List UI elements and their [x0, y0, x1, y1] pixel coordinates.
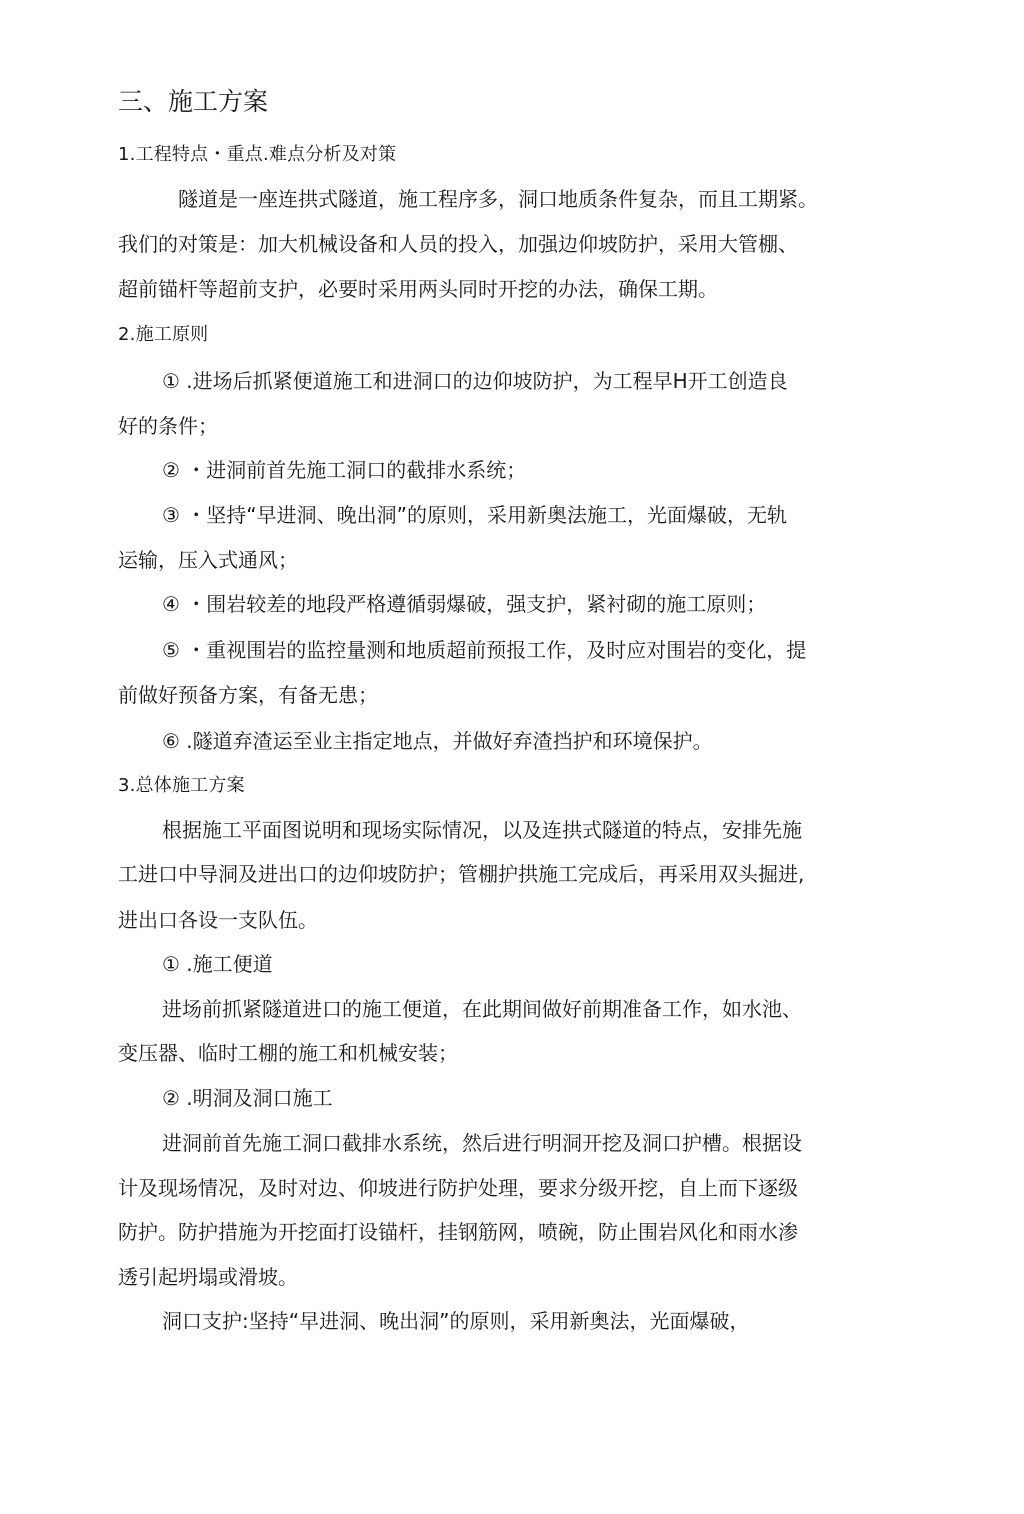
paragraph-line: 运输，压入式通风； — [118, 548, 298, 572]
paragraph-line: 隧道是一座连拱式隧道，施工程序多，洞口地质条件复杂，而且工期紧。 — [178, 187, 818, 211]
paragraph-line: 防护。防护措施为开挖面打设锚杆，挂钢筋网，喷碗，防止围岩风化和雨水渗 — [118, 1220, 798, 1244]
paragraph-line: 进场前抓紧隧道进口的施工便道，在此期间做好前期准备工作，如水池、 — [162, 997, 802, 1021]
paragraph-line: 进洞前首先施工洞口截排水系统，然后进行明洞开挖及洞口护槽。根据设 — [162, 1131, 802, 1155]
heading-1: 1.工程特点・重点.难点分析及对策 — [118, 144, 397, 165]
heading-2: 2.施工原则 — [118, 324, 209, 345]
paragraph-line: 进出口各设一支队伍。 — [118, 908, 318, 932]
list-item: ③ ・坚持“早进洞、晚出洞”的原则，采用新奥法施工，光面爆破，无轨 — [162, 503, 788, 527]
section-title: 三、施工方案 — [118, 87, 269, 116]
paragraph-line: 超前锚杆等超前支护，必要时采用两头同时开挖的办法，确保工期。 — [118, 277, 718, 301]
list-item: ① .进场后抓紧便道施工和进洞口的边仰坡防护，为工程早H开工创造良 — [162, 369, 788, 393]
list-item: ④ ・围岩较差的地段严格遵循弱爆破，强支护，紧衬砌的施工原则； — [162, 592, 767, 616]
list-item: ① .施工便道 — [162, 952, 273, 976]
paragraph-line: 计及现场情况，及时对边、仰坡进行防护处理，要求分级开挖，自上而下逐级 — [118, 1176, 798, 1200]
paragraph-line: 洞口支护:坚持“早进洞、晚出洞”的原则，采用新奥法，光面爆破， — [162, 1309, 750, 1333]
list-item: ② ・进洞前首先施工洞口的截排水系统； — [162, 458, 527, 482]
heading-3: 3.总体施工方案 — [118, 775, 245, 796]
list-item: ② .明洞及洞口施工 — [162, 1086, 333, 1110]
list-item: ⑤ ・重视围岩的监控量测和地质超前预报工作，及时应对围岩的变化，提 — [162, 638, 807, 662]
paragraph-line: 透引起坍塌或滑坡。 — [118, 1265, 298, 1289]
paragraph-line: 根据施工平面图说明和现场实际情况，以及连拱式隧道的特点，安排先施 — [162, 818, 802, 842]
paragraph-line: 工进口中导洞及进出口的边仰坡防护；管棚护拱施工完成后，再采用双头掘进, — [118, 862, 805, 886]
paragraph-line: 变压器、临时工棚的施工和机械安装； — [118, 1041, 458, 1065]
paragraph-line: 好的条件； — [118, 414, 218, 438]
paragraph-line: 前做好预备方案，有备无患； — [118, 683, 378, 707]
list-item: ⑥ .隧道弃渣运至业主指定地点，并做好弃渣挡护和环境保护。 — [162, 729, 713, 753]
paragraph-line: 我们的对策是：加大机械设备和人员的投入，加强边仰坡防护，采用大管棚、 — [118, 232, 798, 256]
